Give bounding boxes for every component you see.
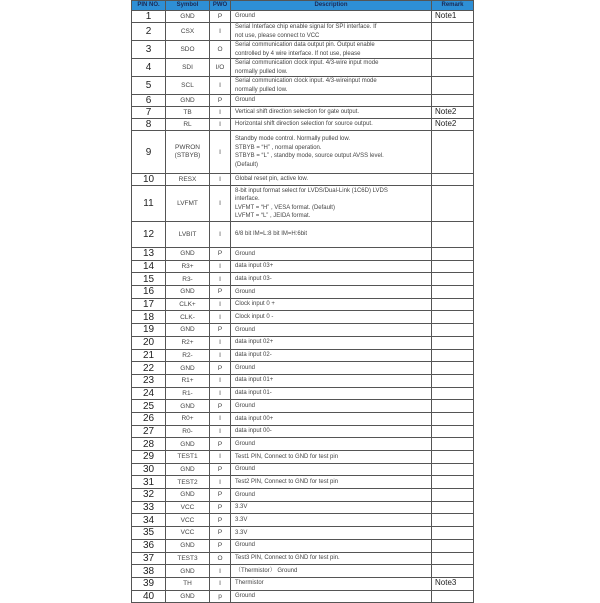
pin-description: [231, 41, 432, 59]
pin-number: 11: [132, 186, 166, 222]
pin-description: [231, 412, 432, 425]
pin-symbol: SCL: [166, 77, 210, 95]
pin-symbol: GND: [166, 463, 210, 476]
pin-io-type: P: [210, 11, 231, 23]
pin-description: [231, 324, 432, 337]
pin-description: [231, 95, 432, 107]
table-row: [132, 298, 474, 311]
pin-number: 26: [132, 412, 166, 425]
pin-io-type: I: [210, 119, 231, 131]
description-line: data input 00-: [235, 428, 272, 435]
table-row: [132, 273, 474, 286]
pin-symbol: R0+: [166, 412, 210, 425]
table-row: [132, 336, 474, 349]
description-line: Ground: [235, 542, 256, 549]
table-row: [132, 463, 474, 476]
pin-remark: [432, 438, 474, 451]
pin-description: [231, 298, 432, 311]
pin-number: 7: [132, 107, 166, 119]
pin-symbol: GND: [166, 438, 210, 451]
pin-symbol: GND: [166, 400, 210, 413]
description-line: STBYB = “H” , normal operation.: [235, 144, 322, 151]
pin-description: [231, 77, 432, 95]
pin-remark: [432, 412, 474, 425]
table-row: [132, 565, 474, 578]
pin-remark: [432, 23, 474, 41]
pin-description: [231, 286, 432, 299]
pin-description: [231, 476, 432, 489]
table-row: [132, 222, 474, 248]
pin-io-type: P: [210, 489, 231, 502]
pin-number: 28: [132, 438, 166, 451]
pin-description: [231, 362, 432, 375]
pin-symbol: VCC: [166, 501, 210, 514]
pin-number: 16: [132, 286, 166, 299]
pin-number: 37: [132, 552, 166, 565]
pin-remark: [432, 514, 474, 527]
pin-description: [231, 260, 432, 273]
table-row: [132, 539, 474, 552]
pin-symbol: CLK-: [166, 311, 210, 324]
pin-symbol: CSX: [166, 23, 210, 41]
pin-io-type: p: [210, 590, 231, 603]
pin-number: 2: [132, 23, 166, 41]
pin-remark: [432, 186, 474, 222]
description-line: Test1 PIN, Connect to GND for test pin: [235, 453, 339, 460]
description-line: Test2 PIN, Connect to GND for test pin: [235, 478, 339, 485]
pin-definition-table: [131, 0, 474, 603]
pin-symbol: GND: [166, 286, 210, 299]
pin-number: 1: [132, 11, 166, 23]
description-line: Thermistor: [235, 580, 264, 587]
pin-description: [231, 590, 432, 603]
pin-description: [231, 514, 432, 527]
pin-number: 20: [132, 336, 166, 349]
table-row: [132, 77, 474, 95]
pin-description: [231, 489, 432, 502]
pin-io-type: P: [210, 463, 231, 476]
pin-io-type: I: [210, 565, 231, 578]
pin-symbol: R0-: [166, 425, 210, 438]
pin-io-type: P: [210, 400, 231, 413]
description-line: data input 00+: [235, 415, 274, 422]
pin-description: [231, 107, 432, 119]
description-line: 8-bit input format select for LVDS/Dual-Link (1C6D) LVDS: [235, 187, 388, 194]
pin-remark: [432, 349, 474, 362]
description-line: Ground: [235, 402, 256, 409]
description-line: data input 03-: [235, 275, 272, 282]
pin-symbol: GND: [166, 362, 210, 375]
pin-description: [231, 222, 432, 248]
description-line: STBYB = “L” , standby mode, source output AVSS level.: [235, 153, 384, 159]
pin-remark: [432, 362, 474, 375]
pin-number: 31: [132, 476, 166, 489]
pin-description: [231, 23, 432, 41]
pin-symbol: GND: [166, 590, 210, 603]
pin-number: 35: [132, 527, 166, 540]
pin-remark: [432, 286, 474, 299]
pin-io-type: I: [210, 311, 231, 324]
pin-number: 10: [132, 174, 166, 186]
pin-remark: [432, 222, 474, 248]
description-line: Ground: [235, 13, 256, 20]
table-row: [132, 400, 474, 413]
pin-io-type: I: [210, 77, 231, 95]
table-row: [132, 186, 474, 222]
pin-io-type: I: [210, 186, 231, 222]
pin-symbol: TEST2: [166, 476, 210, 489]
description-line: not use, please connect to VCC: [235, 32, 320, 39]
pin-remark: [432, 298, 474, 311]
pin-remark: Note3: [432, 577, 474, 590]
pin-number: 6: [132, 95, 166, 107]
pin-symbol: TEST3: [166, 552, 210, 565]
pin-remark: [432, 476, 474, 489]
pin-io-type: I/O: [210, 59, 231, 77]
pin-symbol: TEST1: [166, 451, 210, 464]
description-line: Clock input 0 -: [235, 314, 274, 321]
pin-description: [231, 311, 432, 324]
pin-remark: [432, 374, 474, 387]
pin-remark: [432, 174, 474, 186]
table-header-row: [132, 1, 474, 11]
pin-number: 25: [132, 400, 166, 413]
header-remark: Remark: [432, 1, 474, 11]
description-line: Ground: [235, 250, 256, 257]
pin-remark: [432, 248, 474, 261]
description-line: data input 01-: [235, 390, 272, 397]
pin-symbol: VCC: [166, 514, 210, 527]
description-line: Ground: [235, 288, 256, 295]
pin-symbol: R1+: [166, 374, 210, 387]
pin-io-type: I: [210, 374, 231, 387]
pin-symbol: R2-: [166, 349, 210, 362]
pin-number: 23: [132, 374, 166, 387]
table-row: [132, 324, 474, 337]
pin-symbol: GND: [166, 539, 210, 552]
description-line: Ground: [235, 97, 256, 104]
table-row: [132, 11, 474, 23]
pin-description: [231, 59, 432, 77]
pin-symbol: GND: [166, 11, 210, 23]
pin-number: 30: [132, 463, 166, 476]
description-line: LVFMT = “H” , VESA format. (Default): [235, 204, 335, 211]
description-line: Vertical shift direction selection for gate output.: [235, 109, 360, 116]
header-pwo: PWO: [210, 1, 231, 11]
description-line: 3.3V: [235, 504, 248, 511]
description-line: LVFMT = “L” , JEIDA format.: [235, 213, 311, 219]
pin-description: [231, 501, 432, 514]
pin-description: [231, 119, 432, 131]
pin-io-type: I: [210, 577, 231, 590]
pin-number: 34: [132, 514, 166, 527]
pin-symbol: SDI: [166, 59, 210, 77]
pin-description: [231, 565, 432, 578]
pin-symbol: CLK+: [166, 298, 210, 311]
pin-symbol: GND: [166, 324, 210, 337]
pin-description: [231, 539, 432, 552]
pin-io-type: I: [210, 387, 231, 400]
pin-symbol: LVFMT: [166, 186, 210, 222]
pin-remark: [432, 425, 474, 438]
pin-io-type: I: [210, 425, 231, 438]
description-line: Ground: [235, 364, 256, 371]
pin-symbol: R2+: [166, 336, 210, 349]
table-row: [132, 119, 474, 131]
pin-symbol: TH: [166, 577, 210, 590]
pin-remark: [432, 336, 474, 349]
pin-number: 3: [132, 41, 166, 59]
pin-remark: [432, 387, 474, 400]
table-row: [132, 174, 474, 186]
pin-remark: [432, 590, 474, 603]
description-line: data input 03+: [235, 263, 274, 270]
description-line: Ground: [235, 466, 256, 473]
pin-remark: [432, 501, 474, 514]
pin-io-type: I: [210, 273, 231, 286]
pin-number: 19: [132, 324, 166, 337]
pin-io-type: I: [210, 336, 231, 349]
description-line: data input 02-: [235, 352, 272, 359]
pin-symbol: RL: [166, 119, 210, 131]
pin-description: [231, 438, 432, 451]
table-row: [132, 286, 474, 299]
table-row: [132, 577, 474, 590]
pin-io-type: P: [210, 248, 231, 261]
table-row: [132, 311, 474, 324]
pin-io-type: I: [210, 349, 231, 362]
table-row: [132, 362, 474, 375]
description-line: Ground: [235, 440, 256, 447]
description-line: Test3 PIN, Connect to GND for test pin.: [235, 555, 340, 562]
pin-remark: [432, 260, 474, 273]
table-row: [132, 23, 474, 41]
pin-description: [231, 273, 432, 286]
pin-io-type: I: [210, 107, 231, 119]
pin-description: [231, 577, 432, 590]
pin-symbol: GND: [166, 565, 210, 578]
pin-number: 38: [132, 565, 166, 578]
description-line: Clock input 0 +: [235, 301, 275, 308]
description-line: Horizontal shift direction selection for source output.: [235, 121, 373, 128]
pin-description: [231, 131, 432, 174]
pin-io-type: I: [210, 222, 231, 248]
pin-remark: [432, 324, 474, 337]
pin-io-type: P: [210, 95, 231, 107]
pin-io-type: P: [210, 527, 231, 540]
pin-io-type: I: [210, 260, 231, 273]
pin-number: 8: [132, 119, 166, 131]
pin-description: [231, 336, 432, 349]
table-row: [132, 349, 474, 362]
description-line: Serial Interface chip enable signal for SPI interface. If: [235, 24, 377, 30]
pin-remark: [432, 451, 474, 464]
header-pin-no: PIN NO.: [132, 1, 166, 11]
pin-remark: [432, 131, 474, 174]
pin-remark: [432, 565, 474, 578]
description-line: 6/8 bit IM=L:8 bit IM=H:6bit: [235, 231, 308, 238]
pin-io-type: I: [210, 476, 231, 489]
pin-remark: [432, 489, 474, 502]
pin-description: [231, 186, 432, 222]
pin-number: 14: [132, 260, 166, 273]
table-row: [132, 438, 474, 451]
description-line: Ground: [235, 593, 256, 600]
pin-io-type: P: [210, 362, 231, 375]
description-line: Ground: [235, 326, 256, 333]
pin-number: 17: [132, 298, 166, 311]
pin-io-type: I: [210, 451, 231, 464]
description-line: interface.: [235, 196, 260, 202]
pin-remark: Note2: [432, 119, 474, 131]
pin-io-type: I: [210, 298, 231, 311]
pin-remark: [432, 59, 474, 77]
pin-symbol: GND: [166, 489, 210, 502]
table-row: [132, 501, 474, 514]
pin-remark: Note1: [432, 11, 474, 23]
pin-io-type: I: [210, 131, 231, 174]
pin-io-type: P: [210, 514, 231, 527]
table-body: [132, 11, 474, 603]
pin-io-type: P: [210, 286, 231, 299]
table-row: [132, 260, 474, 273]
pin-remark: [432, 95, 474, 107]
description-line: Global reset pin, active low.: [235, 176, 309, 183]
table-row: [132, 95, 474, 107]
pin-io-type: O: [210, 552, 231, 565]
description-line: Standby mode control. Normally pulled low.: [235, 136, 351, 142]
pin-symbol: VCC: [166, 527, 210, 540]
description-line: normally pulled low.: [235, 86, 288, 93]
table-row: [132, 412, 474, 425]
description-line: 3.3V: [235, 529, 248, 536]
pin-number: 21: [132, 349, 166, 362]
table-row: [132, 514, 474, 527]
pin-symbol: TB: [166, 107, 210, 119]
pin-symbol: SDO: [166, 41, 210, 59]
pin-remark: [432, 311, 474, 324]
description-line: normally pulled low.: [235, 68, 288, 75]
table-row: [132, 59, 474, 77]
pin-description: [231, 425, 432, 438]
pin-number: 15: [132, 273, 166, 286]
pin-io-type: P: [210, 438, 231, 451]
table-row: [132, 425, 474, 438]
table-row: [132, 489, 474, 502]
pin-symbol: GND: [166, 248, 210, 261]
pin-number: 5: [132, 77, 166, 95]
pin-description: [231, 174, 432, 186]
pin-description: [231, 552, 432, 565]
description-line: （Thermistor） Ground: [235, 567, 298, 574]
pin-remark: Note2: [432, 107, 474, 119]
pin-io-type: O: [210, 41, 231, 59]
description-line: Ground: [235, 491, 256, 498]
table-row: [132, 451, 474, 464]
description-line: Serial communication clock input. 4/3-wireinput mode: [235, 78, 377, 84]
pin-remark: [432, 273, 474, 286]
pin-symbol: R3-: [166, 273, 210, 286]
table-row: [132, 552, 474, 565]
description-line: data input 02+: [235, 339, 274, 346]
pin-io-type: P: [210, 501, 231, 514]
description-line: Serial communication clock input. 4/3-wire input mode: [235, 60, 379, 66]
table-row: [132, 374, 474, 387]
pin-io-type: I: [210, 174, 231, 186]
pin-io-type: P: [210, 539, 231, 552]
pin-number: 39: [132, 577, 166, 590]
description-line: 3.3V: [235, 517, 248, 524]
pin-io-type: I: [210, 412, 231, 425]
description-line: controlled by 4 wire interface. If not use, please: [235, 50, 361, 57]
pin-description: [231, 374, 432, 387]
pin-symbol: LVBIT: [166, 222, 210, 248]
pin-remark: [432, 527, 474, 540]
pin-number: 4: [132, 59, 166, 77]
pin-remark: [432, 463, 474, 476]
pin-symbol: R3+: [166, 260, 210, 273]
pin-description: [231, 463, 432, 476]
pin-description: [231, 349, 432, 362]
pin-symbol: R1-: [166, 387, 210, 400]
pin-number: 9: [132, 131, 166, 174]
pin-number: 22: [132, 362, 166, 375]
pin-description: [231, 11, 432, 23]
pin-number: 32: [132, 489, 166, 502]
pin-number: 12: [132, 222, 166, 248]
pin-remark: [432, 400, 474, 413]
table-row: [132, 41, 474, 59]
pin-number: 13: [132, 248, 166, 261]
header-description: Description: [231, 1, 432, 11]
pin-remark: [432, 539, 474, 552]
description-line: Serial communication data output pin. Output enable: [235, 42, 375, 48]
table-row: [132, 527, 474, 540]
pin-description: [231, 248, 432, 261]
pin-symbol: RESX: [166, 174, 210, 186]
pin-number: 24: [132, 387, 166, 400]
description-line: (Default): [235, 161, 259, 168]
pin-description: [231, 387, 432, 400]
table-row: [132, 476, 474, 489]
table-row: [132, 248, 474, 261]
table-row: [132, 590, 474, 603]
pin-io-type: P: [210, 324, 231, 337]
table-row: [132, 107, 474, 119]
table-row: [132, 131, 474, 174]
pin-io-type: I: [210, 23, 231, 41]
header-symbol: Symbol: [166, 1, 210, 11]
pin-symbol: PWRON (STBYB): [166, 131, 210, 174]
description-line: data input 01+: [235, 377, 274, 384]
pin-number: 40: [132, 590, 166, 603]
pin-symbol: GND: [166, 95, 210, 107]
pin-number: 36: [132, 539, 166, 552]
pin-description: [231, 451, 432, 464]
pin-remark: [432, 77, 474, 95]
pin-number: 33: [132, 501, 166, 514]
pin-remark: [432, 41, 474, 59]
pin-number: 27: [132, 425, 166, 438]
pin-description: [231, 527, 432, 540]
pin-remark: [432, 552, 474, 565]
pin-description: [231, 400, 432, 413]
table-row: [132, 387, 474, 400]
pin-number: 29: [132, 451, 166, 464]
pin-number: 18: [132, 311, 166, 324]
